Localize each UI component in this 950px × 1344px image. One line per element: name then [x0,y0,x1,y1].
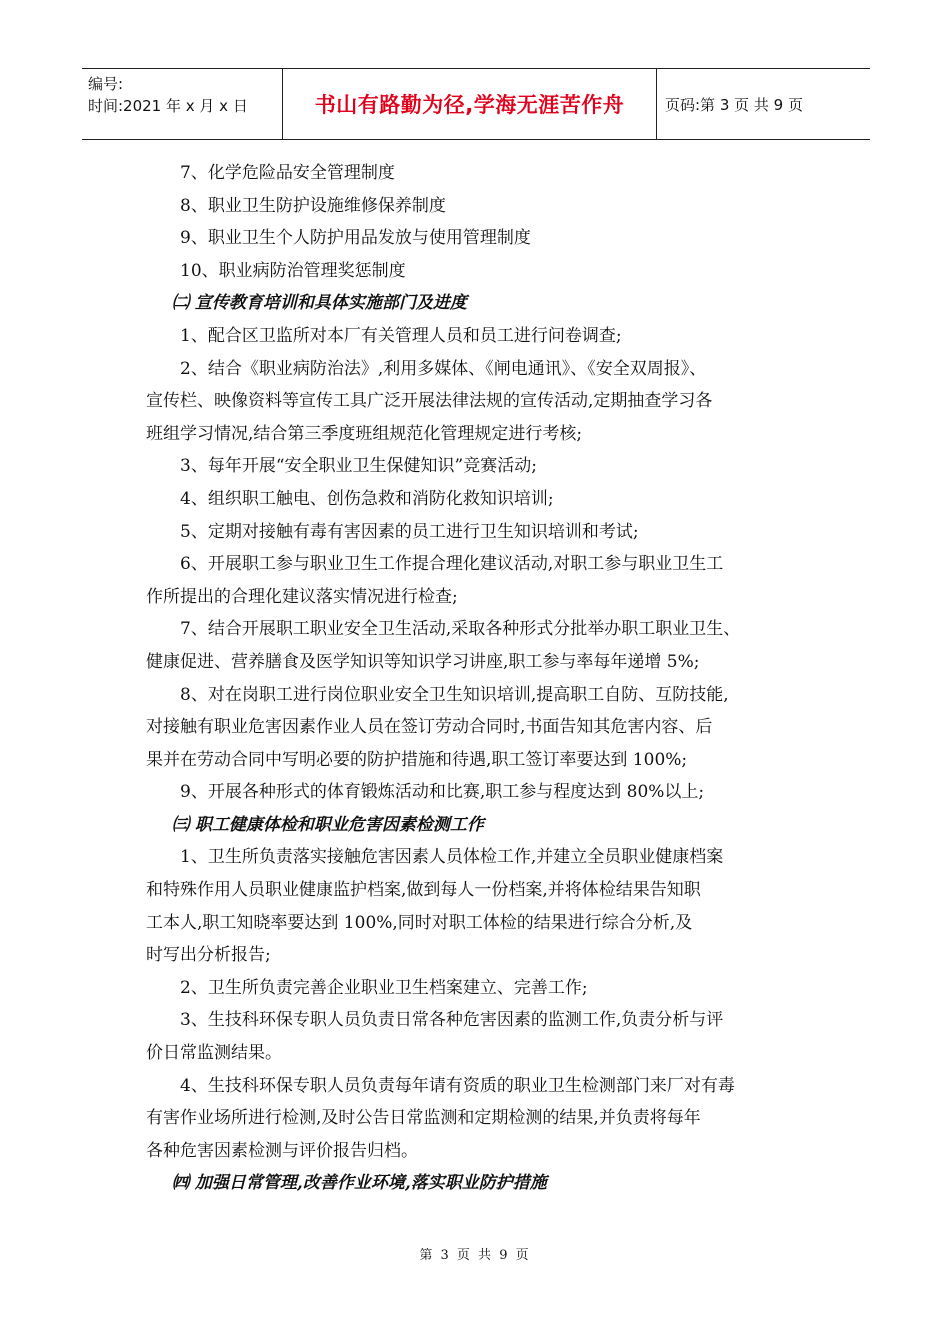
number-label: 编号: [88,75,124,93]
page-footer: 第 3 页 共 9 页 [419,1248,531,1263]
text-line: 健康促进、营养膳食及医学知识等知识学习讲座,职工参与率每年递增 5%; [146,651,700,672]
header-meta [82,69,283,139]
text-line: 工本人,职工知晓率要达到 100%,同时对职工体检的结果进行综合分析,及 [146,912,693,933]
text-line: 3、每年开展“安全职业卫生保健知识”竞赛活动; [180,456,537,477]
text-line: 7、结合开展职工职业安全卫生活动,采取各种形式分批举办职工职业卫生、 [180,619,741,640]
text-line: 1、配合区卫监所对本厂有关管理人员和员工进行问卷调查; [180,325,622,346]
text-line: 4、生技科环保专职人员负责每年请有资质的职业卫生检测部门来厂对有毒 [180,1075,735,1096]
text-line: 7、化学危险品安全管理制度 [180,163,395,183]
page-header [82,68,870,140]
text-line: 4、组织职工触电、创伤急救和消防化救知识培训; [180,488,554,509]
text-line: 1、卫生所负责落实接触危害因素人员体检工作,并建立全员职业健康档案 [180,847,724,868]
text-line: 价日常监测结果。 [146,1043,282,1064]
text-line: 2、卫生所负责完善企业职业卫生档案建立、完善工作; [180,977,588,998]
text-line: 作所提出的合理化建议落实情况进行检查; [146,586,458,607]
header-motto: 书山有路勤为径,学海无涯苦作舟 [283,69,657,139]
text-line: 有害作业场所进行检测,及时公告日常监测和定期检测的结果,并负责将每年 [146,1108,701,1129]
text-line: 8、对在岗职工进行岗位职业安全卫生知识培训,提高职工自防、互防技能, [180,684,729,705]
text-line: 2、结合《职业病防治法》,利用多媒体、《闸电通讯》、《安全双周报》、 [180,358,707,379]
date-label: 时间:2021 年 x 月 x 日 [88,97,248,115]
text-line: 果并在劳动合同中写明必要的防护措施和待遇,职工签订率要达到 100%; [146,749,688,770]
text-line: 8、职业卫生防护设施维修保养制度 [180,195,446,216]
text-line: 和特殊作用人员职业健康监护档案,做到每人一份档案,并将体检结果告知职 [146,880,701,901]
text-line: 班组学习情况,结合第三季度班组规范化管理规定进行考核; [146,423,583,444]
header-page-number: 页码:第 3 页 共 9 页 [665,95,803,114]
text-line: 时写出分析报告; [146,945,271,966]
section-heading: ㈣ 加强日常管理,改善作业环境,落实职业防护措施 [172,1173,547,1194]
text-line: 宣传栏、映像资料等宣传工具广泛开展法律法规的宣传活动,定期抽查学习各 [146,391,713,412]
text-line: 10、职业病防治管理奖惩制度 [180,260,406,281]
section-heading: ㈡ 宣传教育培训和具体实施部门及进度 [172,293,467,314]
text-line: 3、生技科环保专职人员负责日常各种危害因素的监测工作,负责分析与评 [180,1010,724,1031]
document-body [146,157,806,1200]
text-line: 5、定期对接触有毒有害因素的员工进行卫生知识培训和考试; [180,521,639,542]
text-line: 9、开展各种形式的体育锻炼活动和比赛,职工参与程度达到 80%以上; [180,782,705,803]
text-line: 9、职业卫生个人防护用品发放与使用管理制度 [180,228,531,249]
text-line: 对接触有职业危害因素作业人员在签订劳动合同时,书面告知其危害内容、后 [146,717,713,738]
text-line: 6、开展职工参与职业卫生工作提合理化建议活动,对职工参与职业卫生工 [180,554,724,575]
text-line: 各种危害因素检测与评价报告归档。 [146,1140,418,1161]
section-heading: ㈢ 职工健康体检和职业危害因素检测工作 [172,814,484,835]
